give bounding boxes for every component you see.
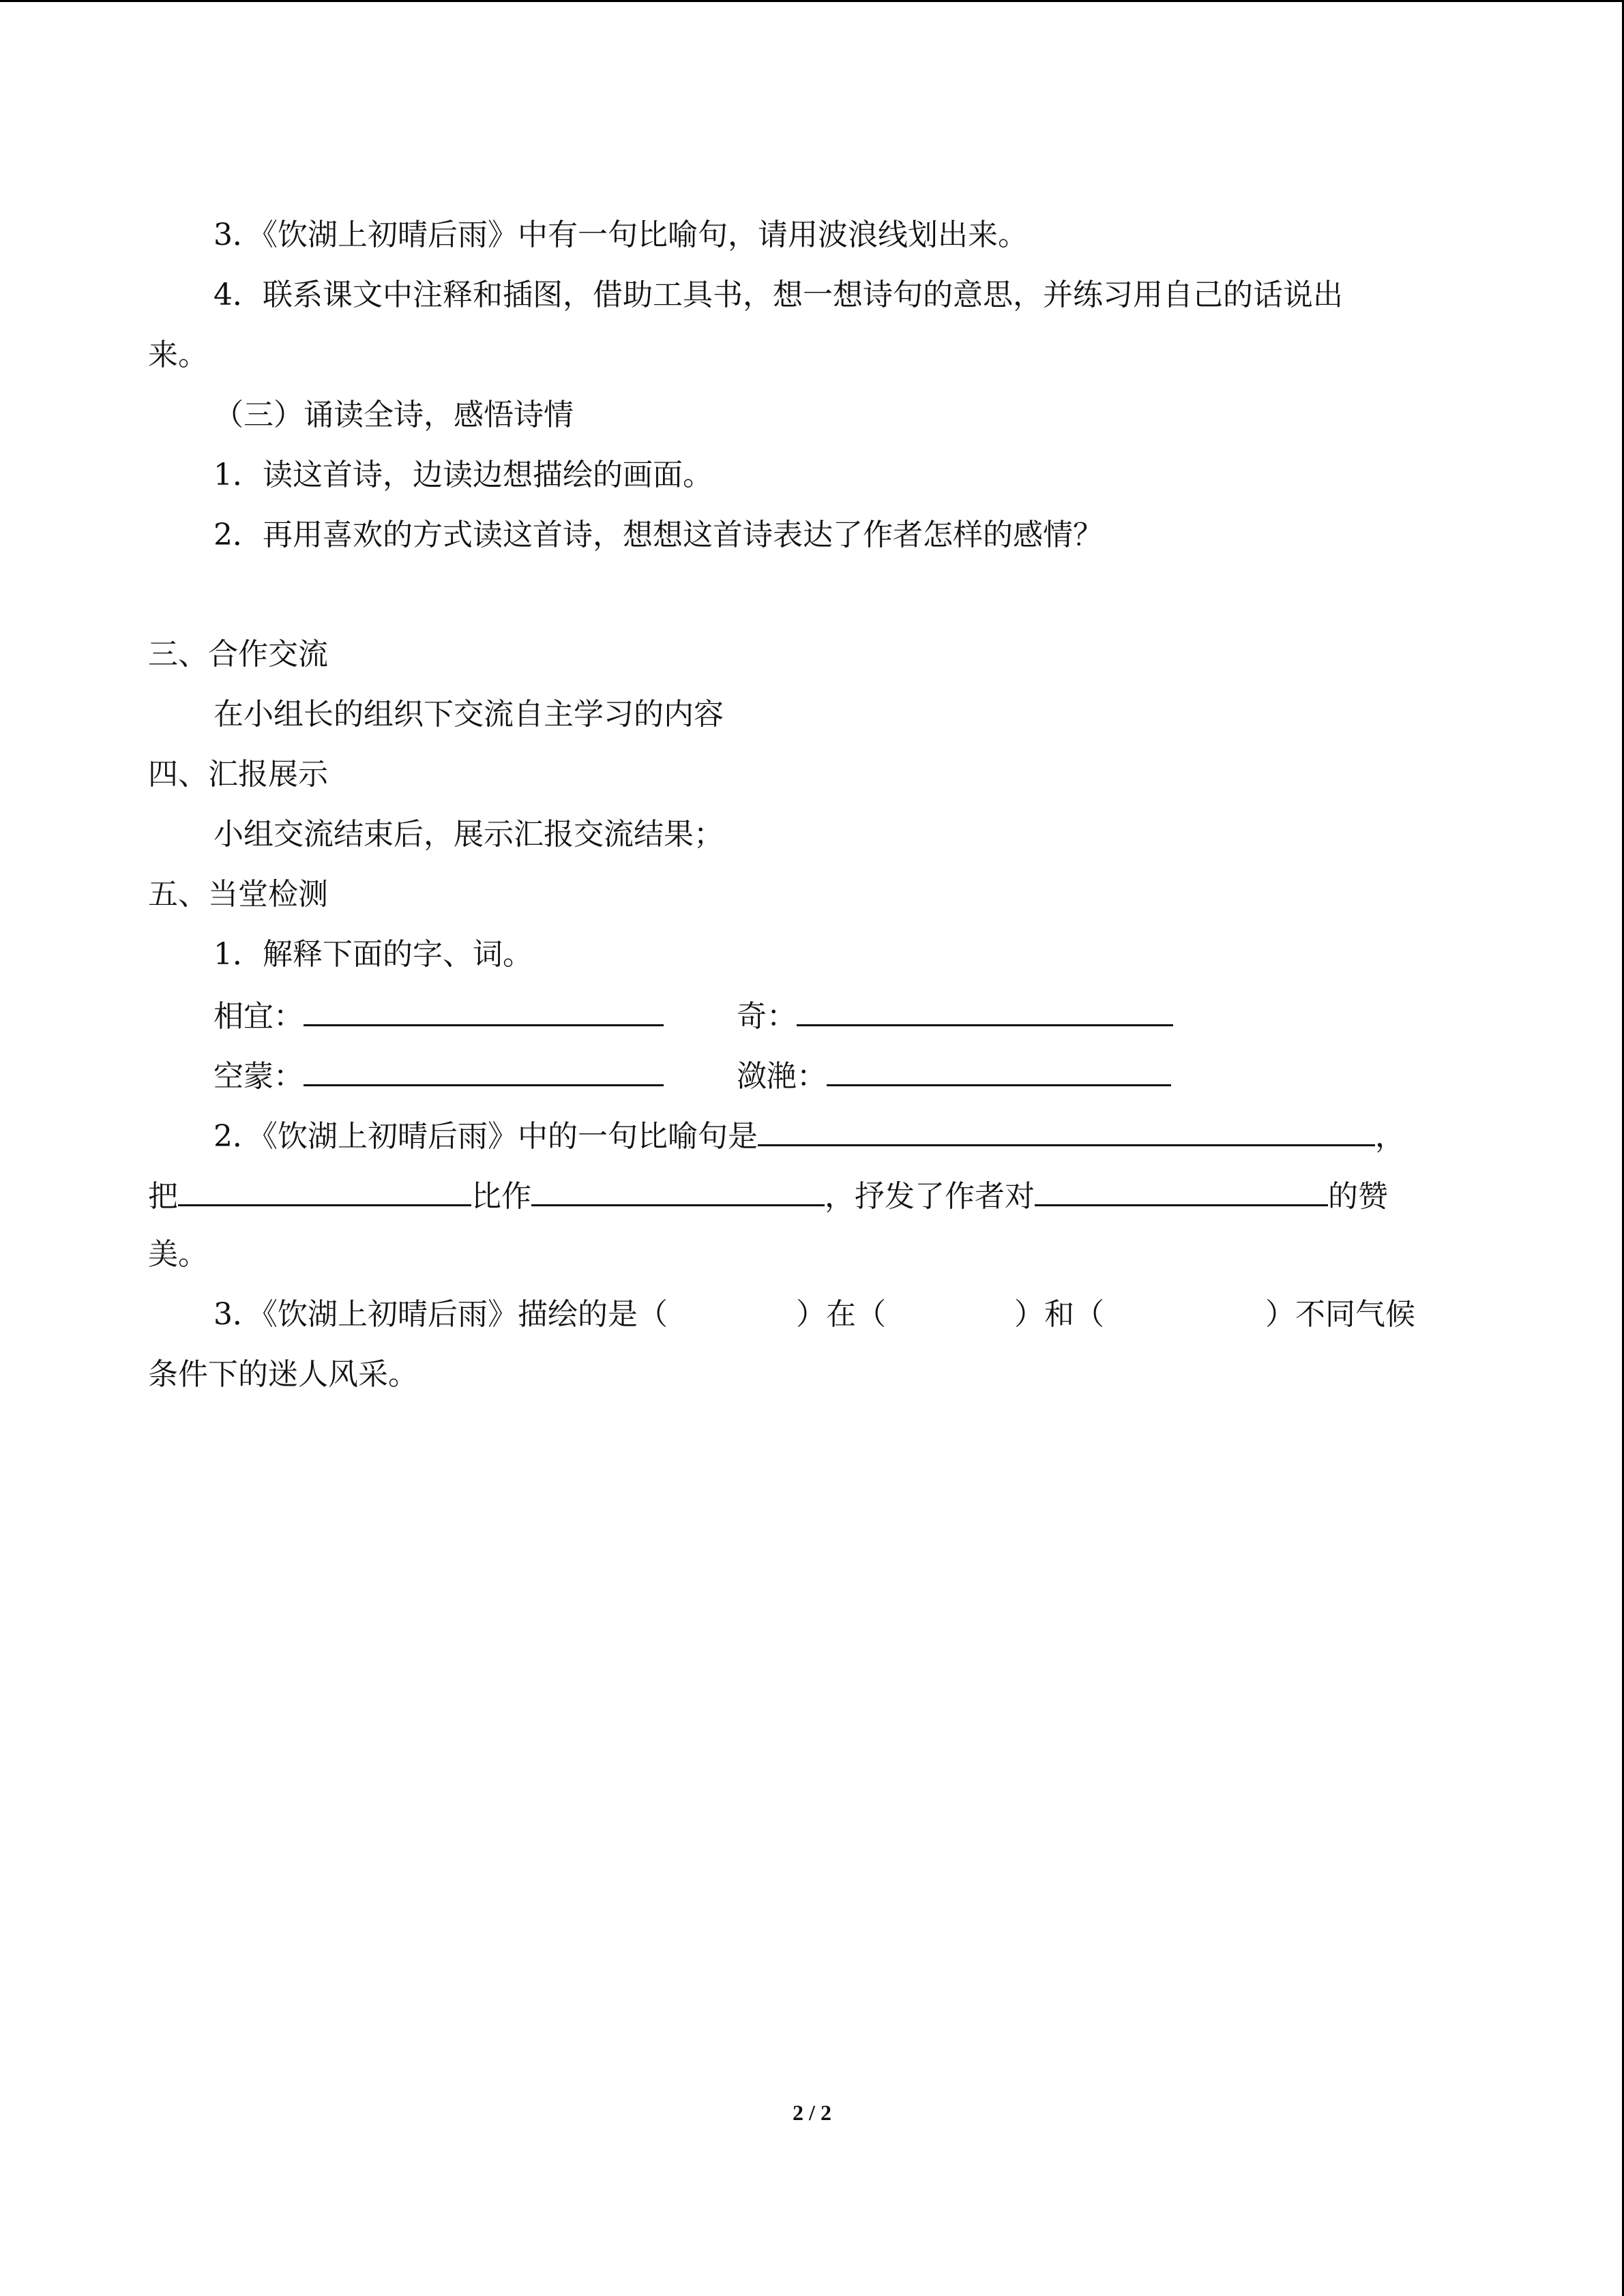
question-2-prefix: 2．《饮湖上初晴后雨》中的一句比喻句是 bbox=[213, 1119, 758, 1154]
question-2-bizuo: 比作 bbox=[471, 1179, 531, 1214]
vocab-label-qi: 奇： bbox=[737, 999, 797, 1034]
question-3-prefix: 3．《饮湖上初晴后雨》描绘的是（ bbox=[213, 1297, 668, 1332]
page-number: 2 / 2 bbox=[793, 2100, 831, 2125]
item-4-text-line2: 来。 bbox=[148, 338, 208, 372]
question-2-zan: 的赞 bbox=[1328, 1179, 1388, 1214]
question-3-zai: ）在（ bbox=[796, 1297, 886, 1332]
question-3-suffix: ）不同气候 bbox=[1265, 1297, 1415, 1332]
answer-blank-praise[interactable] bbox=[1035, 1174, 1328, 1206]
question-2-comma: ， bbox=[1375, 1119, 1405, 1154]
vocab-row-1-right bbox=[737, 994, 1173, 1037]
vocab-label-xiangyi: 相宜： bbox=[213, 999, 304, 1034]
question-3-he: ）和（ bbox=[1014, 1297, 1104, 1332]
question-2-line2 bbox=[148, 1174, 1388, 1217]
question-2-line3: 美。 bbox=[148, 1237, 208, 1272]
section-5-title: 五、当堂检测 bbox=[148, 877, 328, 912]
answer-blank-qi[interactable] bbox=[797, 994, 1173, 1026]
vocab-row-1 bbox=[213, 994, 664, 1037]
answer-blank-xiangyi[interactable] bbox=[304, 994, 664, 1026]
vocab-row-2 bbox=[213, 1054, 664, 1097]
answer-blank-ba[interactable] bbox=[178, 1174, 471, 1206]
question-3-line2: 条件下的迷人风采。 bbox=[148, 1357, 418, 1392]
question-2-mid: ，抒发了作者对 bbox=[825, 1179, 1035, 1214]
vocab-label-kongmeng: 空蒙： bbox=[213, 1059, 304, 1094]
answer-blank-lianyan[interactable] bbox=[827, 1054, 1171, 1086]
question-2-ba: 把 bbox=[148, 1179, 178, 1214]
section-3-title: 三、合作交流 bbox=[148, 637, 328, 672]
item-3-text: 3．《饮湖上初晴后雨》中有一句比喻句，请用波浪线划出来。 bbox=[213, 218, 1028, 252]
subsection-3-item-2: 2．再用喜欢的方式读这首诗，想想这首诗表达了作者怎样的感情？ bbox=[213, 518, 1103, 552]
section-4-title: 四、汇报展示 bbox=[148, 757, 328, 792]
item-4-text-line1: 4．联系课文中注释和插图，借助工具书，想一想诗句的意思，并练习用自己的话说出 bbox=[213, 278, 1343, 312]
subsection-3-item-1: 1．读这首诗，边读边想描绘的画面。 bbox=[213, 458, 713, 492]
answer-blank-kongmeng[interactable] bbox=[304, 1054, 664, 1086]
answer-blank-metaphor[interactable] bbox=[758, 1114, 1375, 1146]
vocab-row-2-right bbox=[737, 1054, 1171, 1097]
question-1-text: 1．解释下面的字、词。 bbox=[213, 937, 533, 972]
question-2-line1 bbox=[213, 1114, 1405, 1157]
answer-blank-bizuo[interactable] bbox=[531, 1174, 825, 1206]
vocab-label-lianyan: 潋滟： bbox=[737, 1059, 827, 1094]
subsection-3-title: （三）诵读全诗，感悟诗情 bbox=[213, 398, 574, 432]
page-top-border bbox=[0, 0, 1624, 2]
section-4-text: 小组交流结束后，展示汇报交流结果； bbox=[213, 817, 724, 852]
section-3-text: 在小组长的组织下交流自主学习的内容 bbox=[213, 697, 724, 732]
question-3-line1 bbox=[213, 1294, 1415, 1335]
